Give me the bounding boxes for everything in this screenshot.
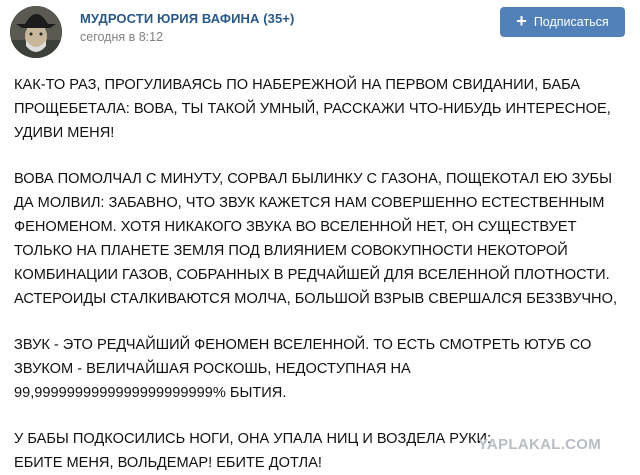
subscribe-button[interactable] bbox=[500, 7, 625, 37]
text-line: ТОЛЬКО НА ПЛАНЕТЕ ЗЕМЛЯ ПОД ВЛИЯНИЕМ СОВОКУПНОСТИ НЕКОТОРОЙ bbox=[14, 243, 568, 259]
text-line: КАК-ТО РАЗ, ПРОГУЛИВАЯСЬ ПО НАБЕРЕЖНОЙ НА ПЕРВОМ СВИДАНИИ, БАБА bbox=[14, 77, 581, 93]
avatar[interactable] bbox=[10, 6, 62, 58]
text-line: УДИВИ МЕНЯ! bbox=[14, 125, 115, 141]
watermark: YAPLAKAL.COM bbox=[478, 436, 602, 453]
author-block bbox=[80, 11, 294, 44]
text-line: ВОВА ПОМОЛЧАЛ С МИНУТУ, СОРВАЛ БЫЛИНКУ С ГАЗОНА, ПОЩЕКОТАЛ ЕЮ ЗУБЫ bbox=[14, 171, 613, 187]
text-line: У БАБЫ ПОДКОСИЛИСЬ НОГИ, ОНА УПАЛА НИЦ И ВОЗДЕЛА РУКИ: bbox=[14, 431, 492, 447]
post-header bbox=[0, 0, 640, 60]
author-name[interactable]: МУДРОСТИ ЮРИЯ ВАФИНА (35+) bbox=[80, 11, 295, 26]
plus-icon: + bbox=[516, 11, 527, 31]
paragraph-1 bbox=[14, 73, 630, 145]
paragraph-3 bbox=[14, 333, 630, 405]
paragraph-2 bbox=[14, 167, 630, 311]
text-line: ФЕНОМЕНОМ. ХОТЯ НИКАКОГО ЗВУКА ВО ВСЕЛЕННОЙ НЕТ, ОН СУЩЕСТВУЕТ bbox=[14, 219, 577, 235]
text-line: ЗВУКОМ - ВЕЛИЧАЙШАЯ РОСКОШЬ, НЕДОСТУПНАЯ НА bbox=[14, 361, 411, 377]
text-line: ЕБИТЕ МЕНЯ, ВОЛЬДЕМАР! ЕБИТЕ ДОТЛА! bbox=[14, 455, 322, 471]
text-line: ПРОЩЕБЕТАЛА: ВОВА, ТЫ ТАКОЙ УМНЫЙ, РАССКАЖИ ЧТО-НИБУДЬ ИНТЕРЕСНОЕ, bbox=[14, 101, 611, 117]
avatar-image bbox=[10, 6, 62, 58]
post-text bbox=[14, 73, 630, 475]
subscribe-label: Подписаться bbox=[533, 15, 609, 29]
post-time[interactable]: сегодня в 8:12 bbox=[80, 30, 164, 44]
text-line: ЗВУК - ЭТО РЕДЧАЙШИЙ ФЕНОМЕН ВСЕЛЕННОЙ. ТО ЕСТЬ СМОТРЕТЬ ЮТУБ СО bbox=[14, 337, 592, 353]
text-line: 99,9999999999999999999999% БЫТИЯ. bbox=[14, 385, 287, 401]
text-line: КОМБИНАЦИИ ГАЗОВ, СОБРАННЫХ В РЕДЧАЙШЕЙ ДЛЯ ВСЕЛЕННОЙ ПЛОТНОСТИ. bbox=[14, 267, 610, 283]
text-line: АСТЕРОИДЫ СТАЛКИВАЮТСЯ МОЛЧА, БОЛЬШОЙ ВЗРЫВ СВЕРШАЛСЯ БЕЗЗВУЧНО, bbox=[14, 291, 618, 307]
text-line: ДА МОЛВИЛ: ЗАБАВНО, ЧТО ЗВУК КАЖЕТСЯ НАМ СОВЕРШЕННО ЕСТЕСТВЕННЫМ bbox=[14, 195, 605, 211]
